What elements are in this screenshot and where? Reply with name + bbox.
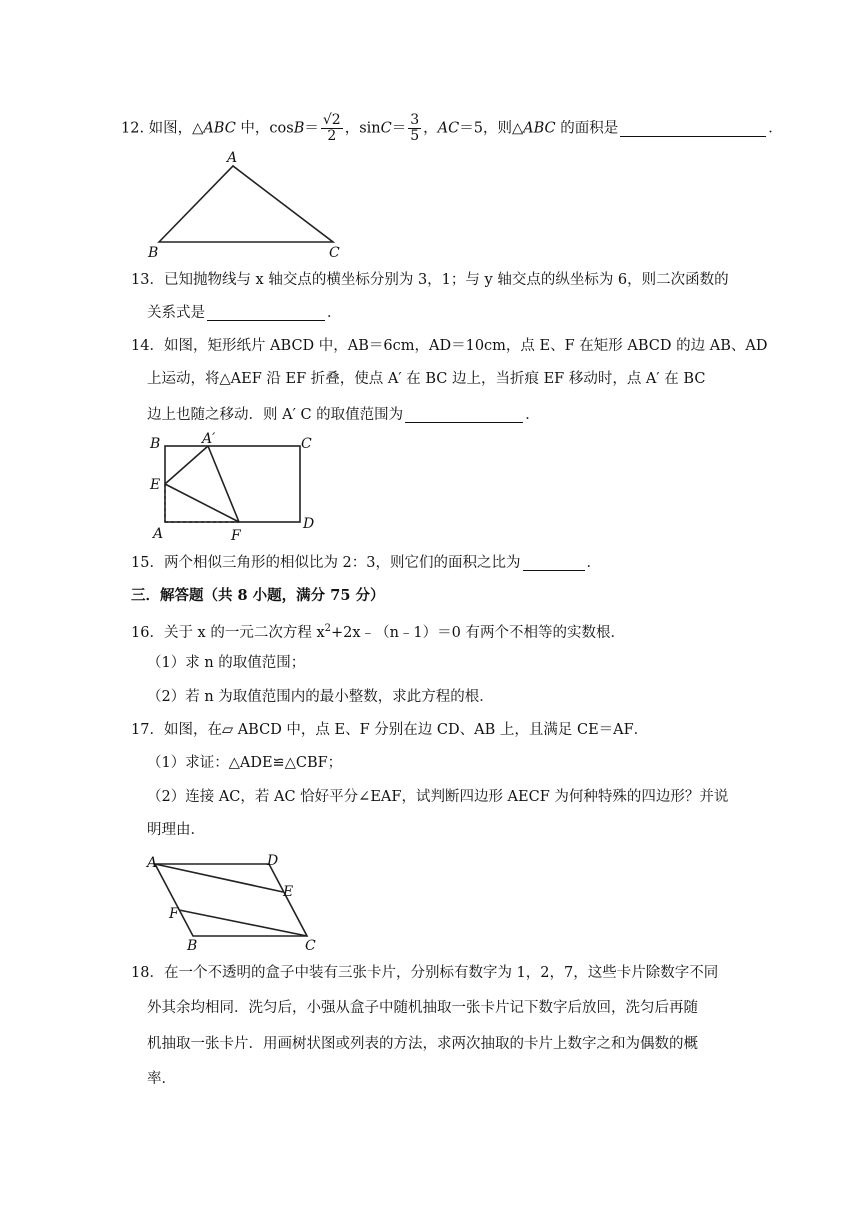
fold-line-ef: [165, 484, 239, 522]
q16-sub1: （1）求 n 的取值范围；: [147, 655, 306, 671]
label-d: D: [303, 516, 315, 532]
q17-line1: 17．如图，在▱ ABCD 中，点 E、F 分别在边 CD、AB 上，且满足 CE＝AF．: [131, 722, 649, 738]
label-f: F: [169, 906, 179, 922]
q18-line2: 外其余均相同．洗匀后，小强从盒子中随机抽取一张卡片记下数字后放回，洗匀后再随: [147, 1000, 698, 1016]
label-c: C: [329, 245, 340, 261]
fraction-3-over-5: $\frac{3}{5}$: [410, 112, 420, 144]
label-a-prime: A′: [202, 432, 216, 447]
label-b: B: [187, 938, 198, 952]
segment-af: [208, 446, 239, 522]
label-a: A: [147, 855, 158, 871]
q12-line: 12. 如图，△ABC 中，cosB＝ $\frac{√2}{2}$ ，sinC＝ $\frac{3}{5}$ ，AC＝5，则△ABC 的面积是 ．: [121, 112, 783, 144]
label-d: D: [267, 853, 279, 869]
q12-number: 12.: [121, 120, 145, 137]
answer-blank: [523, 554, 585, 571]
q12-triangle-figure: [145, 150, 345, 266]
q15-line: 15．两个相似三角形的相似比为 2：3，则它们的面积之比为 ．: [131, 555, 602, 571]
segment-ea: [165, 446, 208, 484]
answer-blank: [620, 120, 766, 137]
label-c: C: [301, 436, 312, 452]
q18-line1: 18．在一个不透明的盒子中装有三张卡片，分别标有数字为 1，2，7，这些卡片除数字不同: [131, 965, 719, 981]
q14-rectangle-figure: [145, 432, 335, 548]
fraction-sqrt2-over-2: $\frac{√2}{2}$: [322, 112, 341, 144]
q16-sub2: （2）若 n 为取值范围内的最小整数，求此方程的根．: [147, 689, 494, 705]
label-f: F: [231, 528, 241, 544]
q14-line1: 14．如图，矩形纸片 ABCD 中，AB＝6cm，AD＝10cm，点 E、F 在矩形 ABCD 的边 AB、AD: [131, 338, 768, 354]
rectangle-bcd: [165, 446, 300, 522]
q17-sub1: （1）求证：△ADE≌△CBF；: [147, 755, 343, 771]
q18-line3: 机抽取一张卡片．用画树状图或列表的方法，求两次抽取的卡片上数字之和为偶数的概: [147, 1036, 698, 1052]
q16-line1: 16．关于 x 的一元二次方程 $x^2+2x﹣(n﹣1)=0$ 有两个不相等的实数根．: [131, 623, 625, 641]
label-a: A: [227, 150, 238, 166]
label-e: E: [150, 477, 161, 493]
label-b: B: [148, 245, 159, 261]
label-a: A: [153, 526, 164, 542]
q17-parallelogram-figure: [145, 850, 335, 956]
segment-ae: [155, 864, 283, 892]
q17-sub2b: 明理由．: [147, 822, 205, 838]
answer-blank: [405, 406, 523, 423]
q14-line3: 边上也随之移动．则 A′ C 的取值范围为 ．: [147, 407, 540, 423]
q13-line2: 关系式是 ．: [147, 305, 342, 321]
q13-line1: 13．已知抛物线与 x 轴交点的横坐标分别为 3，1；与 y 轴交点的纵坐标为 6，则二次函数的: [131, 272, 729, 288]
section-heading: 三．解答题（共 8 小题，满分 75 分）: [131, 587, 385, 604]
label-c: C: [305, 938, 316, 952]
parallelogram-abcd: [155, 864, 307, 936]
answer-blank: [207, 304, 325, 321]
label-e: E: [283, 884, 294, 900]
q14-line2: 上运动，将△AEF 沿 EF 折叠，使点 A′ 在 BC 边上，当折痕 EF 移动时，点 A′ 在 BC: [147, 371, 706, 387]
triangle-abc: [159, 166, 333, 242]
q18-line4: 率．: [147, 1071, 176, 1087]
segment-fc: [179, 910, 307, 936]
label-b: B: [150, 436, 161, 452]
q17-sub2: （2）连接 AC，若 AC 恰好平分∠EAF，试判断四边形 AECF 为何种特殊的四边形？并说: [147, 789, 729, 805]
